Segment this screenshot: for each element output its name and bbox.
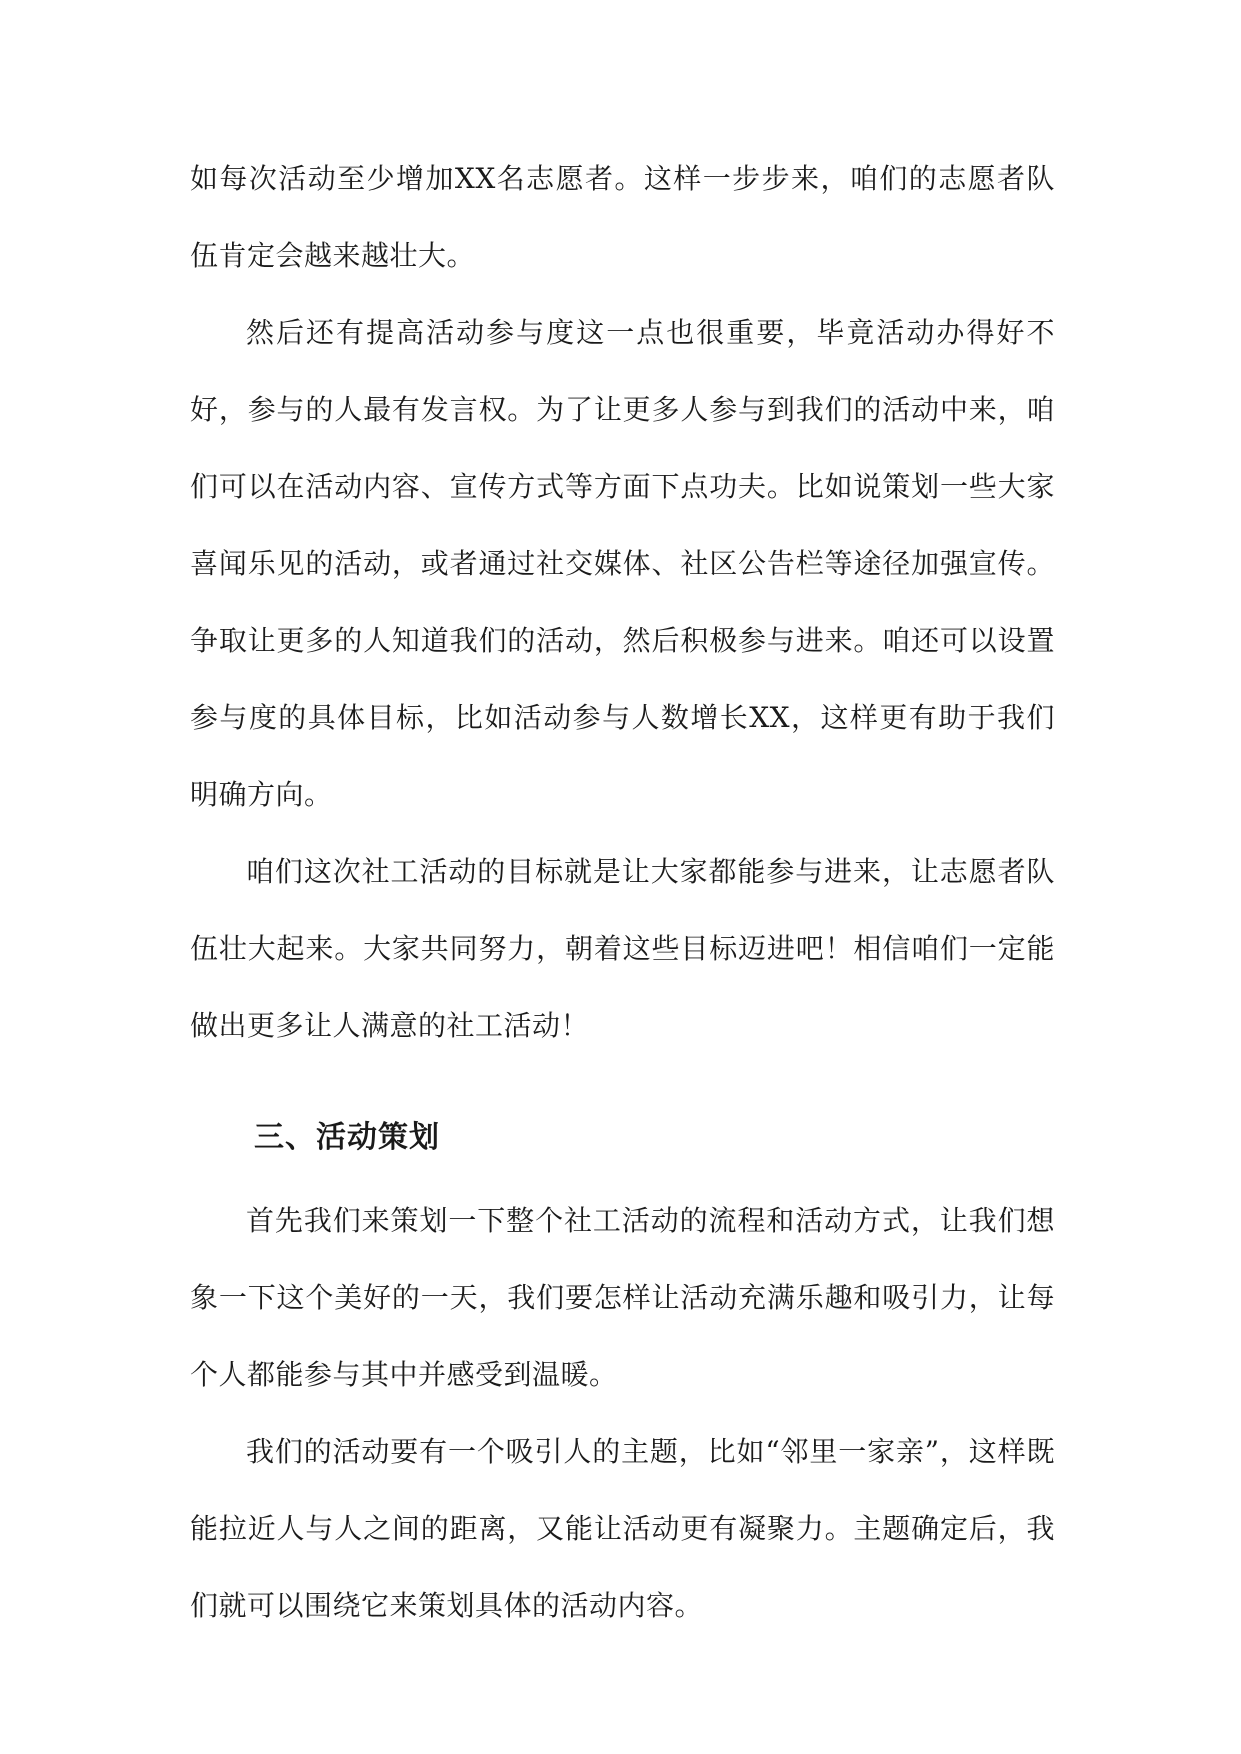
document-body — [190, 140, 1055, 1644]
paragraph-activity-flow: 首先我们来策划一下整个社工活动的流程和活动方式，让我们想象一下这个美好的一天，我们要怎样让活动充满乐趣和吸引力，让每个人都能参与其中并感受到温暖。 — [190, 1204, 1055, 1391]
paragraph-volunteer-growth: 如每次活动至少增加XX名志愿者。这样一步步来，咱们的志愿者队伍肯定会越来越壮大。 — [190, 162, 1055, 272]
section-heading-activity-planning: 三、活动策划 — [254, 1120, 440, 1155]
paragraph-activity-theme: 我们的活动要有一个吸引人的主题，比如“邻里一家亲”，这样既能拉近人与人之间的距离，又能让活动更有凝聚力。主题确定后，我们就可以围绕它来策划具体的活动内容。 — [190, 1435, 1055, 1622]
paragraph-goal-summary: 咱们这次社工活动的目标就是让大家都能参与进来，让志愿者队伍壮大起来。大家共同努力，朝着这些目标迈进吧！相信咱们一定能做出更多让人满意的社工活动！ — [190, 855, 1055, 1042]
paragraph-participation: 然后还有提高活动参与度这一点也很重要，毕竟活动办得好不好，参与的人最有发言权。为了让更多人参与到我们的活动中来，咱们可以在活动内容、宣传方式等方面下点功夫。比如说策划一些大家喜闻乐见的活动，或者通过社交媒体、社区公告栏等途径加强宣传。争取让更多的人知道我们的活动，然后积极参与进来。咱还可以设置参与度的具体目标，比如活动参与人数增长XX，这样更有助于我们明确方向。 — [190, 316, 1055, 811]
